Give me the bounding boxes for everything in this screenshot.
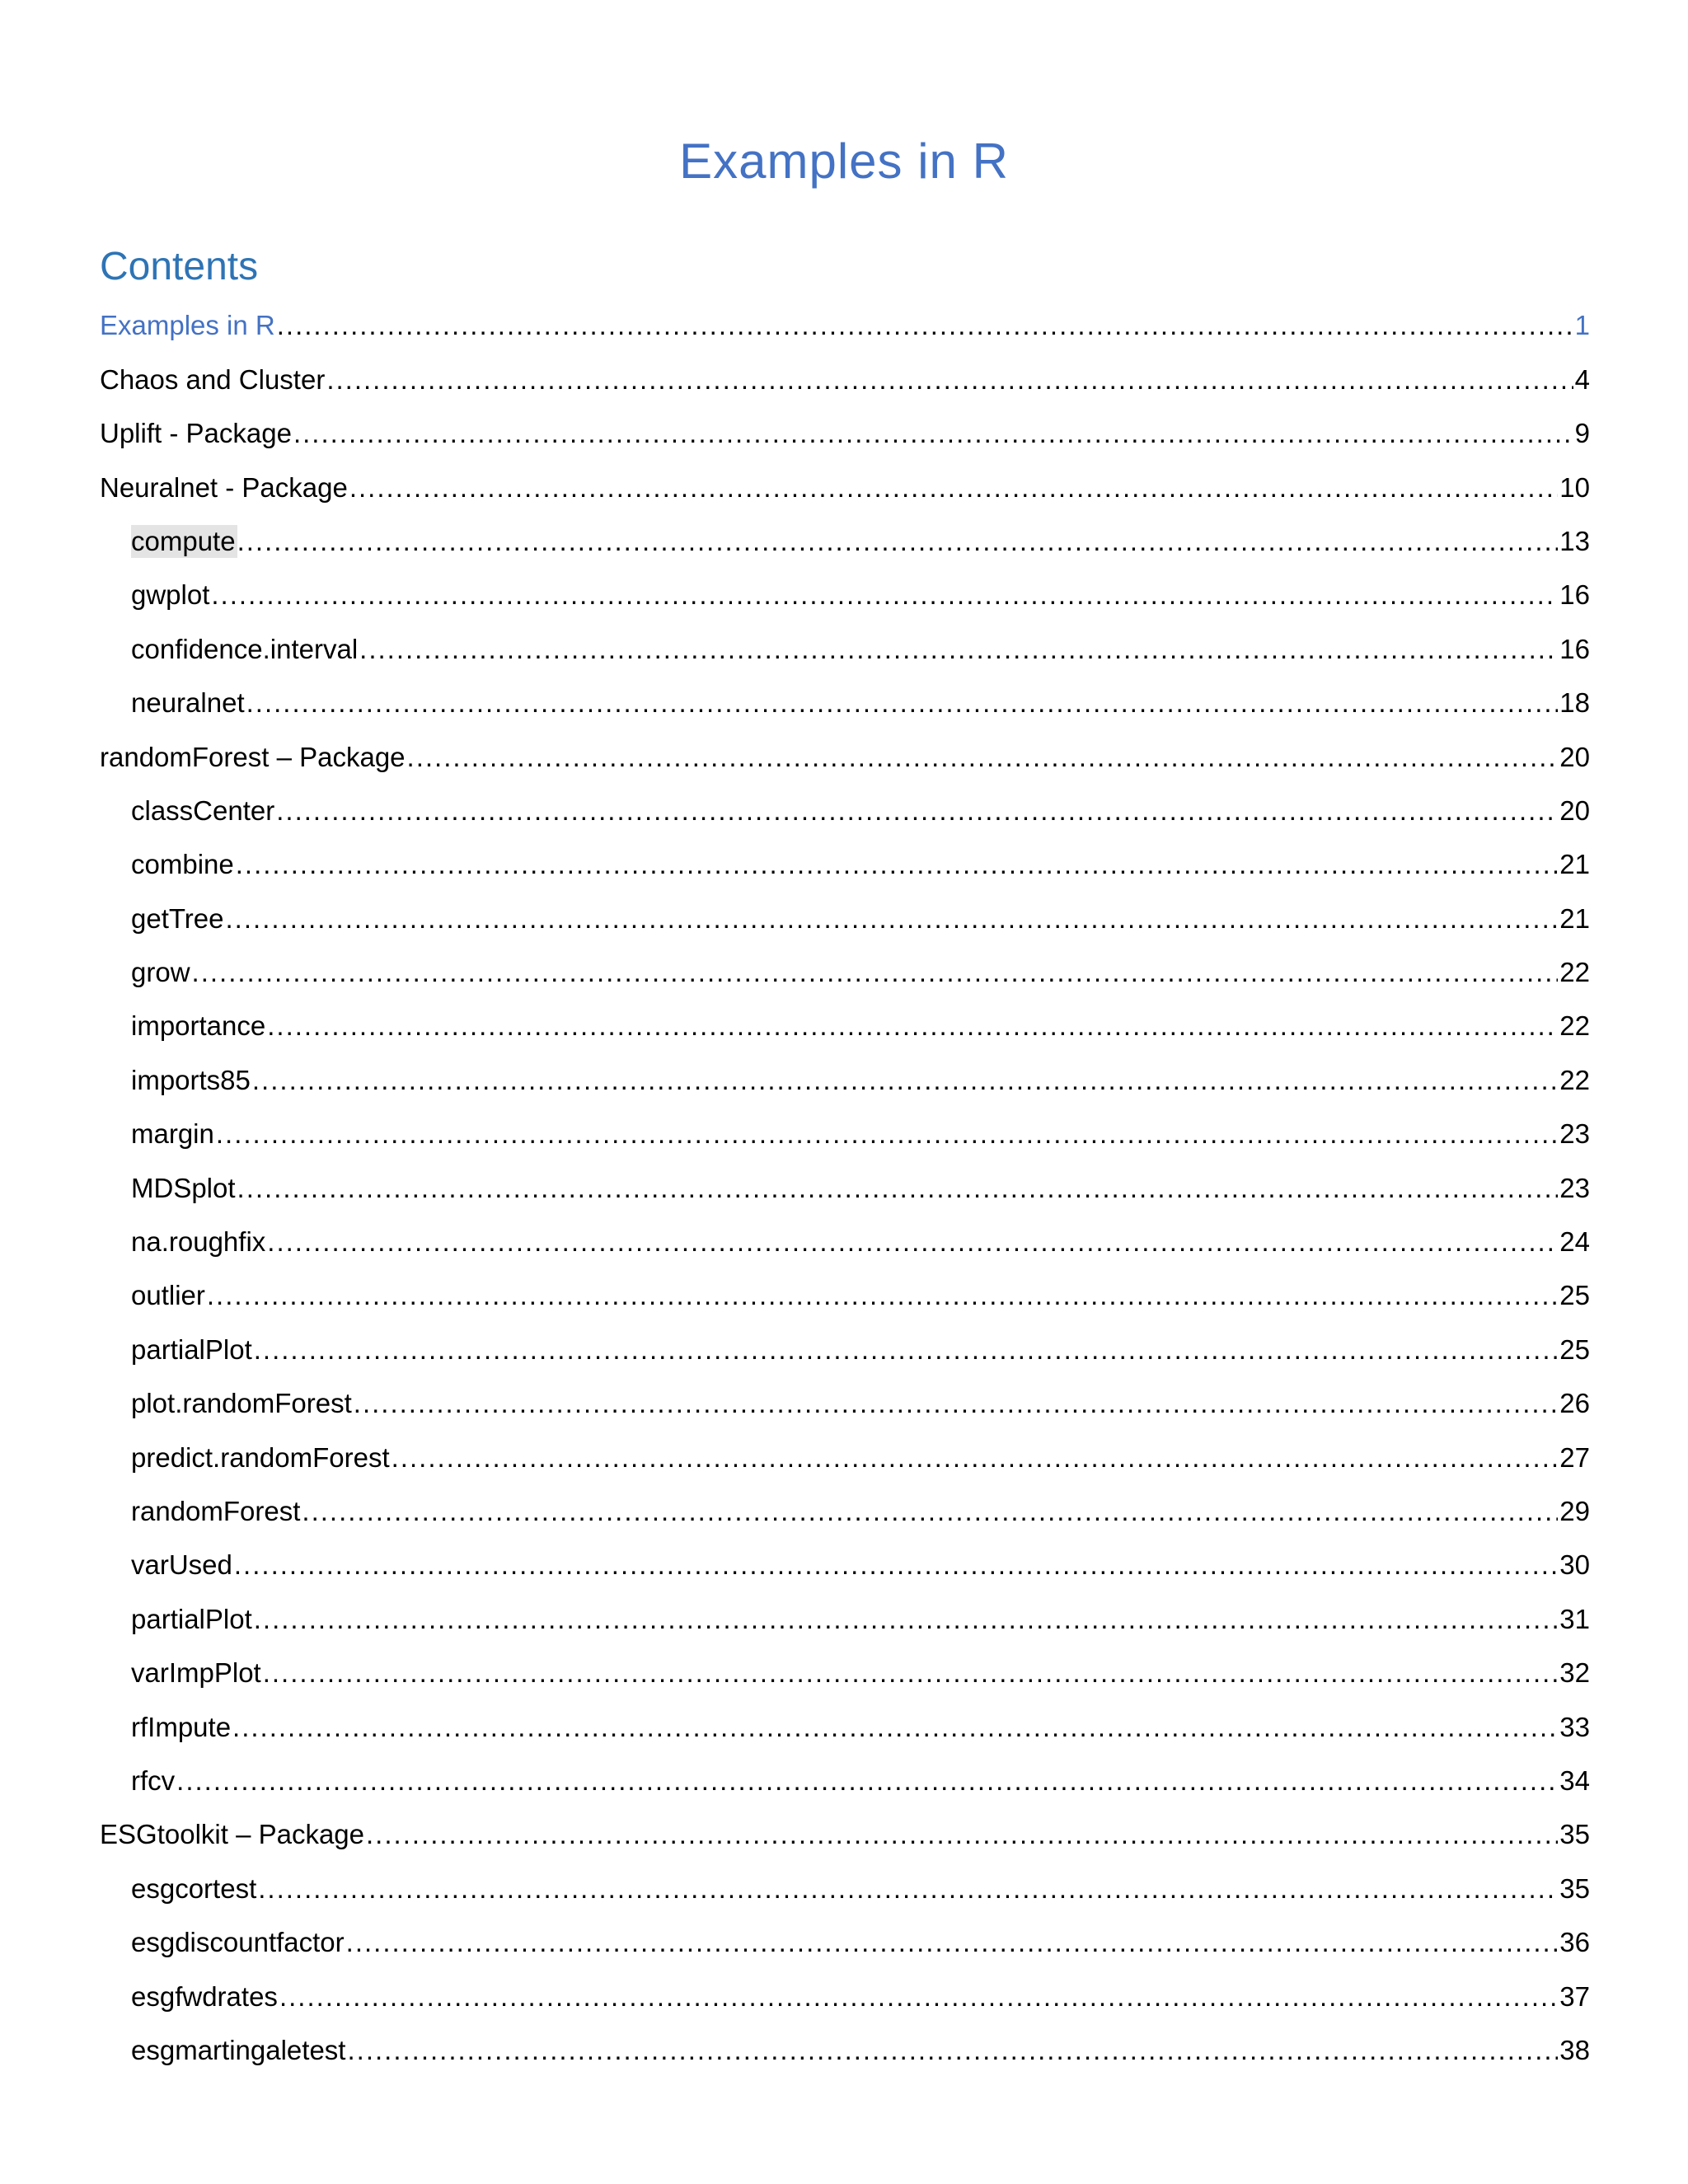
toc-dot-leader [254,1603,1559,1636]
toc-entry-label[interactable]: varImpPlot [131,1657,261,1689]
toc-entry[interactable] [100,1586,1590,1640]
toc-entry-page-number[interactable]: 20 [1559,794,1590,826]
toc-entry[interactable] [100,1155,1590,1209]
toc-entry-label[interactable]: MDSplot [131,1172,236,1203]
toc-entry-page-number[interactable]: 27 [1559,1441,1590,1473]
toc-dot-leader [237,525,1559,558]
toc-entry-page-number[interactable]: 23 [1559,1118,1590,1150]
toc-entry[interactable] [100,1749,1590,1802]
toc-dot-leader [293,417,1573,450]
toc-entry[interactable] [100,940,1590,994]
toc-dot-leader [366,1818,1558,1851]
toc-entry-page-number[interactable]: 25 [1559,1280,1590,1311]
toc-dot-leader [392,1441,1559,1474]
toc-dot-leader [192,956,1559,989]
toc-entry-page-number[interactable]: 36 [1559,1927,1590,1958]
toc-dot-leader [263,1657,1559,1690]
toc-entry[interactable] [100,886,1590,940]
toc-entry[interactable] [100,616,1590,670]
toc-entry-label[interactable]: partialPlot [131,1333,252,1365]
toc-dot-leader [258,1872,1558,1905]
toc-dot-leader [302,1495,1558,1528]
toc-entry[interactable] [100,401,1590,455]
toc-entry[interactable] [100,2018,1590,2072]
toc-entry[interactable] [100,1210,1590,1263]
toc-entry-page-number[interactable]: 20 [1559,741,1590,772]
toc-entry-label[interactable]: randomForest [131,1495,301,1526]
toc-entry-page-number[interactable]: 25 [1559,1333,1590,1365]
toc-entry[interactable] [100,1641,1590,1694]
toc-entry-page-number[interactable]: 24 [1559,1226,1590,1258]
toc-entry-label[interactable]: classCenter [131,794,275,826]
toc-entry[interactable] [100,1047,1590,1101]
toc-entry-page-number[interactable]: 21 [1559,849,1590,880]
toc-entry-page-number[interactable]: 16 [1559,579,1590,611]
toc-entry[interactable] [100,1910,1590,1964]
toc-entry-label[interactable]: varUsed [131,1549,232,1581]
toc-entry[interactable] [100,1371,1590,1425]
toc-dot-leader [279,1980,1558,2013]
toc-entry-label[interactable]: Uplift - Package [100,418,292,449]
toc-dot-leader [226,902,1559,935]
toc-dot-leader [276,794,1558,827]
toc-dot-leader [326,363,1573,396]
toc-entry[interactable] [100,1425,1590,1479]
toc-entry-page-number[interactable]: 38 [1559,2034,1590,2065]
toc-dot-leader [207,1279,1558,1312]
toc-entry-label[interactable]: Chaos and Cluster [100,363,326,395]
toc-dot-leader [252,1064,1558,1097]
toc-entry[interactable] [100,994,1590,1047]
toc-entry[interactable] [100,293,1590,347]
toc-entry[interactable] [100,671,1590,724]
toc-entry[interactable] [100,1694,1590,1748]
toc-entry[interactable] [100,779,1590,832]
toc-entry-label[interactable]: outlier [131,1280,205,1311]
toc-entry-page-number[interactable]: 13 [1559,525,1590,556]
toc-entry-label[interactable]: grow [131,957,190,988]
toc-entry[interactable] [100,1856,1590,1910]
toc-dot-leader [349,471,1558,504]
toc-dot-leader [407,741,1559,774]
toc-entry-label[interactable]: confidence.interval [131,633,359,664]
toc-dot-leader [354,1387,1558,1420]
toc-entry[interactable] [100,347,1590,401]
toc-entry[interactable] [100,1533,1590,1586]
toc-entry-page-number[interactable]: 35 [1559,1819,1590,1850]
toc-entry-page-number[interactable]: 10 [1559,471,1590,503]
toc-entry-page-number[interactable]: 32 [1559,1657,1590,1689]
toc-dot-leader [237,1172,1559,1205]
toc-entry-page-number[interactable]: 18 [1559,687,1590,719]
toc-entry-label[interactable]: Examples in R [100,310,275,341]
toc-entry-page-number[interactable]: 34 [1559,1765,1590,1796]
toc-dot-leader [234,1549,1558,1582]
toc-entry[interactable] [100,455,1590,509]
toc-entry-label[interactable]: predict.randomForest [131,1441,390,1473]
toc-entry-page-number[interactable]: 29 [1559,1495,1590,1526]
toc-dot-leader [216,1118,1558,1151]
toc-entry[interactable] [100,832,1590,886]
toc-dot-leader [359,633,1558,666]
toc-dot-leader [176,1765,1558,1797]
document-title: Examples in R [679,134,1009,189]
toc-entry[interactable] [100,1802,1590,1856]
toc-entry-page-number[interactable]: 22 [1559,1064,1590,1095]
toc-heading: Contents [100,245,259,288]
toc-entry-label[interactable]: rfcv [131,1765,176,1796]
toc-entry[interactable] [100,1479,1590,1533]
toc-dot-leader [236,848,1559,881]
toc-entry-page-number[interactable]: 1 [1574,310,1590,341]
toc-entry[interactable] [100,563,1590,616]
toc-entry-page-number[interactable]: 22 [1559,957,1590,988]
toc-entry-label[interactable]: esgfwdrates [131,1980,278,2012]
toc-entry-label[interactable]: combine [131,849,234,880]
toc-entry[interactable] [100,724,1590,778]
toc-entry-page-number[interactable]: 33 [1559,1711,1590,1742]
toc-entry-label[interactable]: esgcortest [131,1872,257,1904]
toc-entry-label[interactable]: plot.randomForest [131,1388,352,1419]
toc-entry-label[interactable]: esgdiscountfactor [131,1927,345,1958]
toc-entry-label[interactable]: getTree [131,902,224,934]
toc-dot-leader [346,1926,1559,1959]
toc-dot-leader [267,1226,1558,1258]
toc-dot-leader [211,579,1558,612]
toc-entry-label[interactable]: ESGtoolkit – Package [100,1819,365,1850]
toc-entry-label[interactable]: margin [131,1118,214,1150]
toc-entry-page-number[interactable]: 4 [1574,363,1590,395]
toc-entry-label[interactable]: importance [131,1010,266,1042]
toc-dot-leader [232,1711,1558,1744]
toc-entry[interactable] [100,509,1590,563]
toc-entry-label[interactable]: randomForest – Package [100,741,406,772]
toc-entry-page-number[interactable]: 22 [1559,1010,1590,1042]
toc-entry-page-number[interactable]: 9 [1574,418,1590,449]
toc-entry-page-number[interactable]: 35 [1559,1872,1590,1904]
toc-entry-label[interactable]: imports85 [131,1064,251,1095]
toc-dot-leader [277,309,1573,342]
toc-dot-leader [254,1333,1559,1366]
toc-dot-leader [267,1010,1558,1043]
toc-entry-page-number[interactable]: 26 [1559,1388,1590,1419]
toc-entry-label[interactable]: esgmartingaletest [131,2034,346,2065]
toc-entry-label[interactable]: rfImpute [131,1711,232,1742]
toc-entry-label[interactable]: gwplot [131,579,210,611]
toc-entry-label[interactable]: Neuralnet - Package [100,471,348,503]
toc-entry-label[interactable]: neuralnet [131,687,245,719]
toc-dot-leader [246,687,1559,719]
toc-entry-label[interactable]: partialPlot [131,1603,252,1634]
toc-entry[interactable] [100,1317,1590,1371]
toc-entry[interactable] [100,1964,1590,2018]
toc-entry-label[interactable]: na.roughfix [131,1226,266,1258]
toc-entry[interactable] [100,1102,1590,1155]
toc-entry-page-number[interactable]: 30 [1559,1549,1590,1581]
table-of-contents [100,293,1590,2072]
toc-entry-label[interactable]: compute [131,525,236,556]
toc-entry-page-number[interactable]: 23 [1559,1172,1590,1203]
toc-entry[interactable] [100,1263,1590,1317]
toc-dot-leader [347,2034,1558,2067]
toc-entry-page-number[interactable]: 31 [1559,1603,1590,1634]
toc-entry-page-number[interactable]: 21 [1559,902,1590,934]
toc-entry-page-number[interactable]: 37 [1559,1980,1590,2012]
toc-entry-page-number[interactable]: 16 [1559,633,1590,664]
